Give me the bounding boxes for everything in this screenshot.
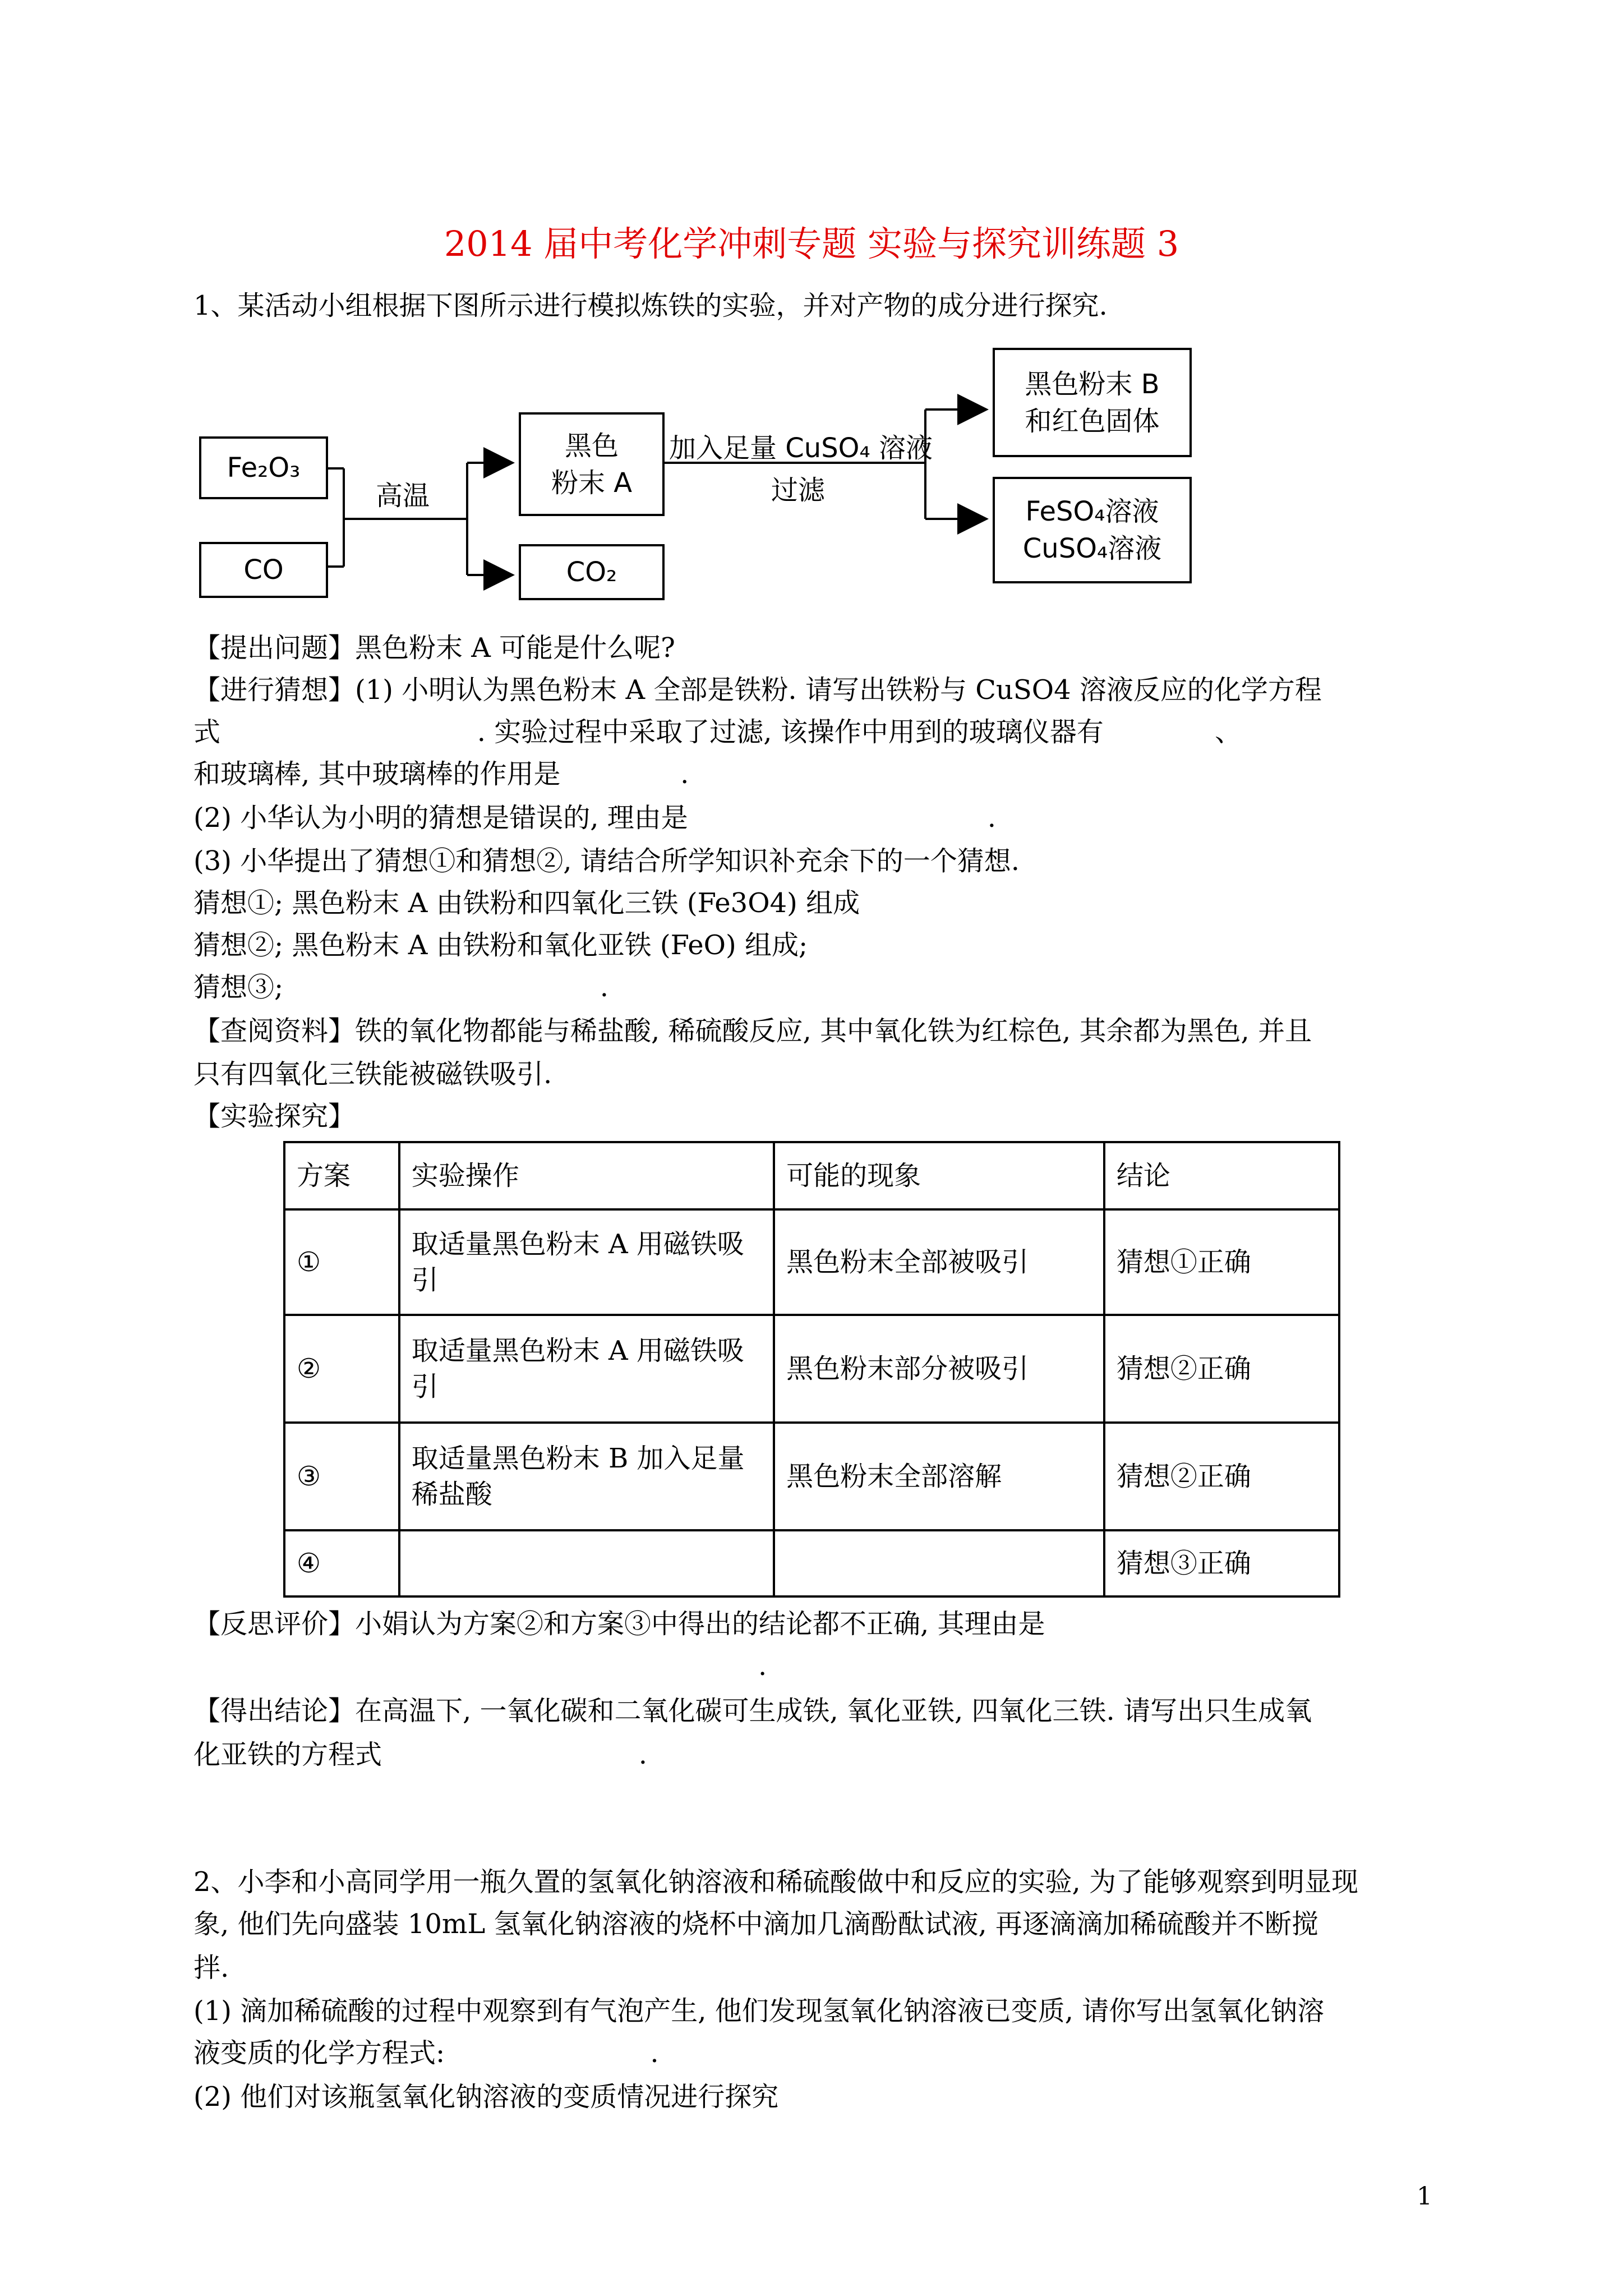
q1-line-guess-1c: 和玻璃棒, 其中玻璃棒的作用是 .	[193, 758, 689, 790]
table-cell: 猜想①正确	[1104, 1209, 1339, 1315]
question-1-intro: 1、某活动小组根据下图所示进行模拟炼铁的实验，并对产物的成分进行探究.	[193, 290, 1108, 321]
table-cell: 取适量黑色粉末 A 用磁铁吸引	[399, 1315, 774, 1423]
q2-line-part2: (2) 他们对该瓶氢氧化钠溶液的变质情况进行探究	[193, 2081, 779, 2113]
page-title: 2014 届中考化学冲刺专题 实验与探究训练题 3	[444, 223, 1179, 264]
co2-label: CO₂	[566, 556, 617, 588]
q1-line-guess-3: (3) 小华提出了猜想①和猜想②, 请结合所学知识补充余下的一个猜想.	[193, 845, 1020, 877]
table-cell: 黑色粉末全部被吸引	[774, 1209, 1104, 1315]
table-row	[284, 1209, 1339, 1315]
ironmaking-flow-diagram	[193, 342, 1203, 600]
feso4-solution-label: FeSO₄溶液	[1025, 496, 1159, 527]
table-cell: ④	[284, 1530, 399, 1596]
q1-line-reference-a: 【查阅资料】铁的氧化物都能与稀盐酸, 稀硫酸反应, 其中氧化铁为红棕色, 其余都为黑色, 并且	[193, 1015, 1312, 1047]
q1-line-guess-2: (2) 小华认为小明的猜想是错误的, 理由是 .	[193, 802, 997, 834]
q2-line-part1-b: 液变质的化学方程式: .	[193, 2037, 659, 2069]
black-powder-a-line1: 黑色	[564, 430, 619, 462]
black-powder-b-box	[993, 348, 1192, 457]
table-cell: ①	[284, 1209, 399, 1315]
table-cell: ③	[284, 1423, 399, 1530]
table-row	[284, 1423, 1339, 1530]
table-row	[284, 1315, 1339, 1423]
cuso4-solution-label: CuSO₄溶液	[1022, 533, 1162, 564]
table-row	[284, 1530, 1339, 1596]
table-header: 结论	[1104, 1142, 1339, 1209]
filtrate-box	[993, 477, 1192, 583]
q1-line-hypothesis-1: 猜想①; 黑色粉末 A 由铁粉和四氧化三铁 (Fe3O4) 组成	[193, 887, 860, 919]
table-cell: 猜想③正确	[1104, 1530, 1339, 1596]
heat-label: 高温	[376, 480, 430, 512]
table-cell: 猜想②正确	[1104, 1315, 1339, 1423]
q1-line-guess-1b: 式 . 实验过程中采取了过滤, 该操作中用到的玻璃仪器有 、	[193, 716, 1242, 748]
q1-line-guess-1a: 【进行猜想】(1) 小明认为黑色粉末 A 全部是铁粉. 请写出铁粉与 CuSO4 溶液反应的化学方程	[193, 674, 1322, 706]
q1-line-reflection-b: .	[193, 1650, 767, 1682]
table-cell	[774, 1530, 1104, 1596]
table-cell: 猜想②正确	[1104, 1423, 1339, 1530]
add-cuso4-label: 加入足量 CuSO₄ 溶液	[669, 432, 933, 464]
table-cell: 取适量黑色粉末 A 用磁铁吸引	[399, 1209, 774, 1315]
q1-line-reflection-a: 【反思评价】小娟认为方案②和方案③中得出的结论都不正确, 其理由是	[193, 1608, 1045, 1640]
fe2o3-label: Fe₂O₃	[227, 452, 301, 484]
q2-line-intro-a: 2、小李和小高同学用一瓶久置的氢氧化钠溶液和稀硫酸做中和反应的实验, 为了能够观察到明显现	[193, 1866, 1359, 1898]
co2-box	[519, 544, 665, 600]
q1-line-problem: 【提出问题】黑色粉末 A 可能是什么呢?	[193, 632, 675, 664]
black-powder-b-line1: 黑色粉末 B	[1025, 368, 1160, 400]
q1-line-hypothesis-3: 猜想③; .	[193, 972, 608, 1003]
table-cell: 黑色粉末全部溶解	[774, 1423, 1104, 1530]
table-header: 方案	[284, 1142, 399, 1209]
q1-line-conclusion-b: 化亚铁的方程式 .	[193, 1739, 647, 1770]
q2-line-intro-b: 象, 他们先向盛装 10mL 氢氧化钠溶液的烧杯中滴加几滴酚酞试液, 再逐滴滴加稀硫酸并不断搅	[193, 1908, 1319, 1940]
q2-line-intro-c: 拌.	[193, 1952, 229, 1984]
table-cell: 取适量黑色粉末 B 加入足量稀盐酸	[399, 1423, 774, 1530]
black-powder-a-box	[519, 412, 665, 516]
q1-line-hypothesis-2: 猜想②; 黑色粉末 A 由铁粉和氧化亚铁 (FeO) 组成;	[193, 930, 808, 961]
table-cell: ②	[284, 1315, 399, 1423]
experiment-table	[283, 1141, 1340, 1598]
black-powder-b-line2: 和红色固体	[1025, 405, 1160, 437]
page-number: 1	[1417, 2182, 1432, 2211]
table-cell	[399, 1530, 774, 1596]
q1-line-conclusion-a: 【得出结论】在高温下, 一氧化碳和二氧化碳可生成铁, 氧化亚铁, 四氧化三铁. 请写出只生成氧	[193, 1695, 1312, 1727]
fe2o3-box	[199, 436, 328, 499]
table-header-row	[284, 1142, 1339, 1209]
q1-line-experiment: 【实验探究】	[193, 1101, 356, 1132]
black-powder-a-line2: 粉末 A	[551, 467, 633, 499]
filter-label: 过滤	[771, 475, 826, 506]
table-cell: 黑色粉末部分被吸引	[774, 1315, 1104, 1423]
co-label: CO	[243, 554, 284, 586]
q1-line-reference-b: 只有四氧化三铁能被磁铁吸引.	[193, 1059, 552, 1090]
table-header: 可能的现象	[774, 1142, 1104, 1209]
table-header: 实验操作	[399, 1142, 774, 1209]
co-box	[199, 542, 328, 598]
q2-line-part1-a: (1) 滴加稀硫酸的过程中观察到有气泡产生, 他们发现氢氧化钠溶液已变质, 请你写出氢氧化钠溶	[193, 1995, 1325, 2027]
